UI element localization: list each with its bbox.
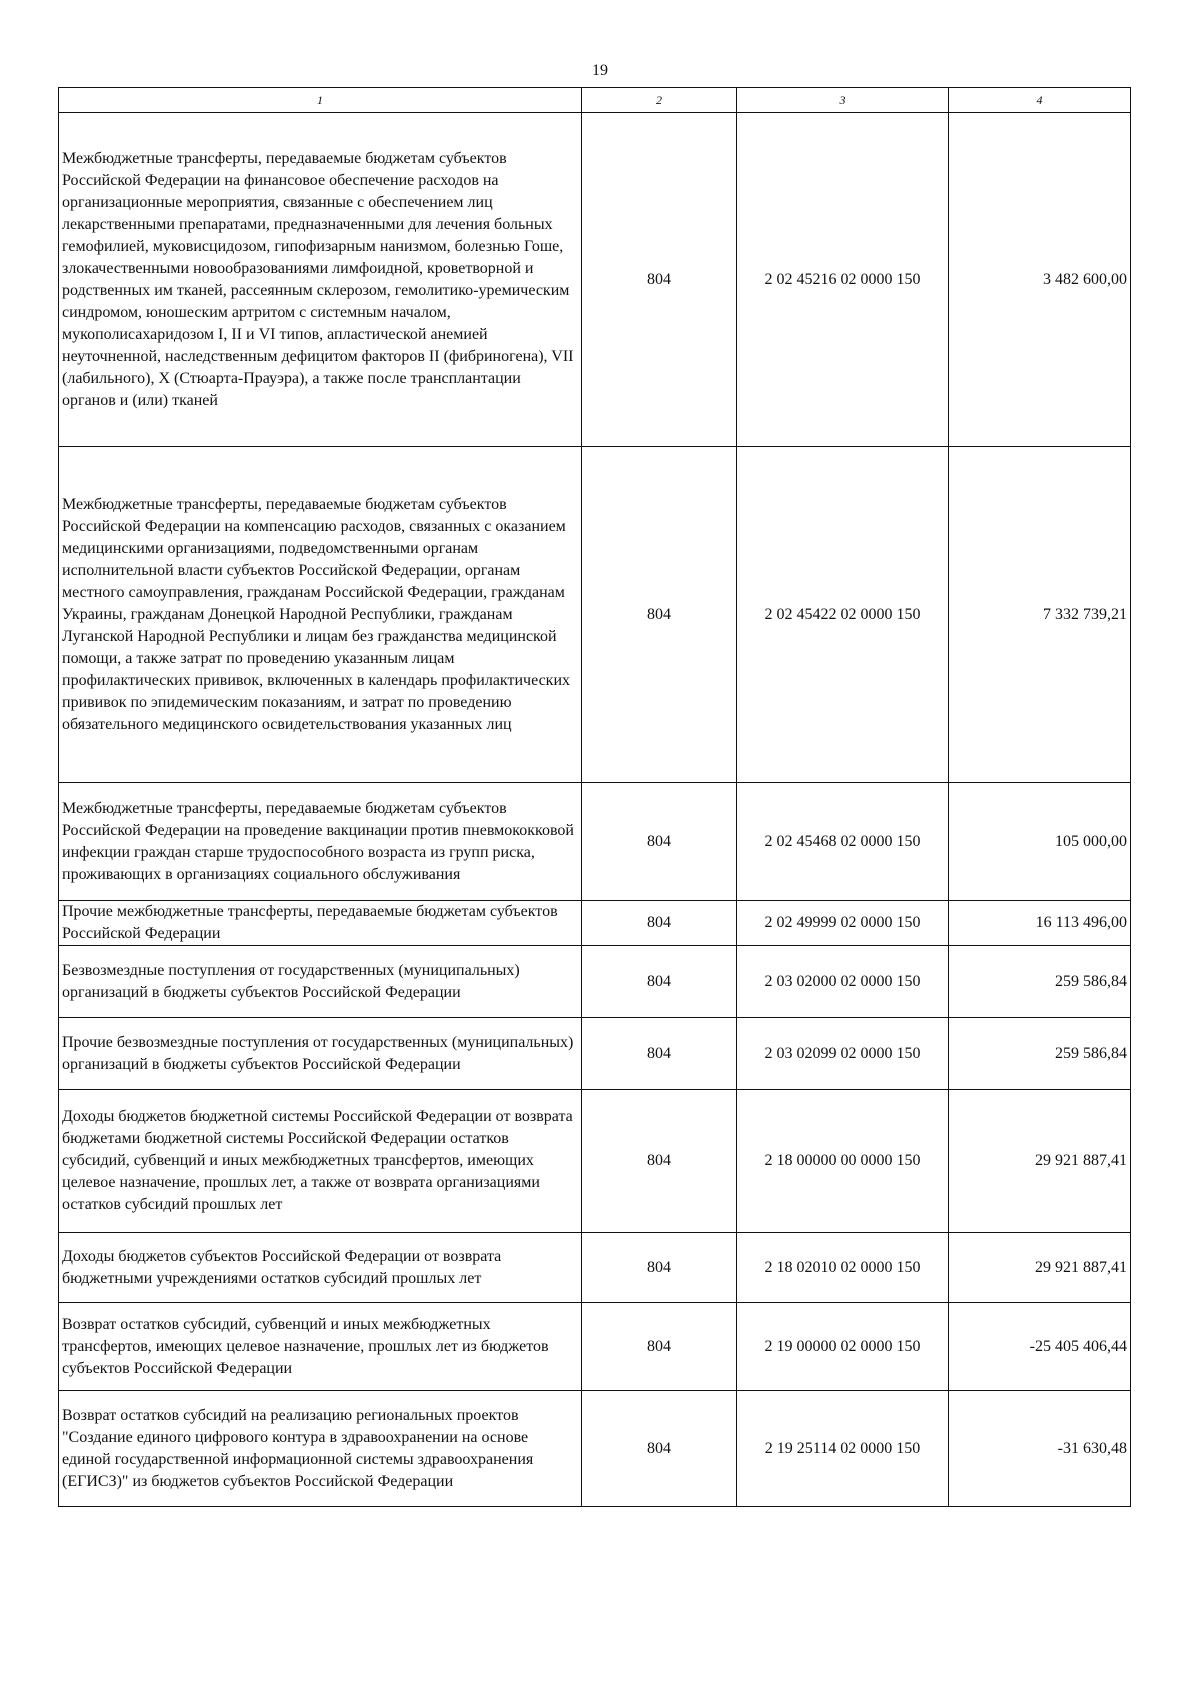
table-row xyxy=(59,113,1131,447)
row-sum: 259 586,84 xyxy=(949,1018,1131,1090)
row-sum: 16 113 496,00 xyxy=(949,901,1131,946)
row-name: Доходы бюджетов субъектов Российской Федерации от возврата бюджетными учреждениями остатков субсидий прошлых лет xyxy=(59,1233,582,1303)
row-admin: 804 xyxy=(582,113,737,447)
row-name: Возврат остатков субсидий на реализацию региональных проектов "Создание единого цифрового контура в здравоохранении на основе единой государственной информационной системы здравоохранения (ЕГИСЗ)" из бюджетов субъектов Российской Федерации xyxy=(59,1391,582,1507)
row-admin: 804 xyxy=(582,946,737,1018)
row-admin: 804 xyxy=(582,1391,737,1507)
row-name: Безвозмездные поступления от государственных (муниципальных) организаций в бюджеты субъектов Российской Федерации xyxy=(59,946,582,1018)
row-code: 2 03 02000 02 0000 150 xyxy=(737,946,949,1018)
page-number: 19 xyxy=(592,62,608,79)
row-sum: 105 000,00 xyxy=(949,783,1131,901)
budget-table xyxy=(58,87,1131,1507)
table-row xyxy=(59,447,1131,783)
row-name: Межбюджетные трансферты, передаваемые бюджетам субъектов Российской Федерации на компенсацию расходов, связанных с оказанием медицинскими организациями, подведомственными органам исполнительной власти субъектов Российской Федерации, органам местного самоуправления, гражданам Российской Федерации, гражданам Украины, гражданам Донецкой Народной Республики, гражданам Луганской Народной Республики и лицам без гражданства медицинской помощи, а также затрат по проведению указанным лицам профилактических прививок, включенных в календарь профилактических прививок по эпидемическим показаниям, и затрат по проведению обязательного медицинского освидетельствования указанных лиц xyxy=(59,447,582,783)
row-admin: 804 xyxy=(582,901,737,946)
header-row xyxy=(59,88,1131,113)
column-header-code: 3 xyxy=(737,88,949,113)
row-code: 2 18 02010 02 0000 150 xyxy=(737,1233,949,1303)
row-code: 2 03 02099 02 0000 150 xyxy=(737,1018,949,1090)
row-sum: 29 921 887,41 xyxy=(949,1090,1131,1233)
table-row xyxy=(59,901,1131,946)
row-name: Межбюджетные трансферты, передаваемые бюджетам субъектов Российской Федерации на проведение вакцинации против пневмококковой инфекции граждан старше трудоспособного возраста из групп риска, проживающих в организациях социального обслуживания xyxy=(59,783,582,901)
column-header-sum: 4 xyxy=(949,88,1131,113)
row-admin: 804 xyxy=(582,447,737,783)
table-row xyxy=(59,1090,1131,1233)
table-row xyxy=(59,783,1131,901)
row-sum: -25 405 406,44 xyxy=(949,1303,1131,1391)
table-row xyxy=(59,946,1131,1018)
column-header-name: 1 xyxy=(59,88,582,113)
row-sum: 259 586,84 xyxy=(949,946,1131,1018)
row-admin: 804 xyxy=(582,1303,737,1391)
row-sum: 29 921 887,41 xyxy=(949,1233,1131,1303)
row-admin: 804 xyxy=(582,1090,737,1233)
row-name: Прочие межбюджетные трансферты, передаваемые бюджетам субъектов Российской Федерации xyxy=(59,901,582,946)
column-header-admin: 2 xyxy=(582,88,737,113)
row-code: 2 02 45422 02 0000 150 xyxy=(737,447,949,783)
row-name: Прочие безвозмездные поступления от государственных (муниципальных) организаций в бюджеты субъектов Российской Федерации xyxy=(59,1018,582,1090)
row-code: 2 19 00000 02 0000 150 xyxy=(737,1303,949,1391)
row-code: 2 02 45216 02 0000 150 xyxy=(737,113,949,447)
row-code: 2 18 00000 00 0000 150 xyxy=(737,1090,949,1233)
row-admin: 804 xyxy=(582,1018,737,1090)
row-admin: 804 xyxy=(582,1233,737,1303)
row-sum: 3 482 600,00 xyxy=(949,113,1131,447)
row-code: 2 19 25114 02 0000 150 xyxy=(737,1391,949,1507)
row-sum: -31 630,48 xyxy=(949,1391,1131,1507)
table-row xyxy=(59,1018,1131,1090)
row-name: Возврат остатков субсидий, субвенций и иных межбюджетных трансфертов, имеющих целевое назначение, прошлых лет из бюджетов субъектов Российской Федерации xyxy=(59,1303,582,1391)
row-name: Доходы бюджетов бюджетной системы Российской Федерации от возврата бюджетами бюджетной системы Российской Федерации остатков субсидий, субвенций и иных межбюджетных трансфертов, имеющих целевое назначение, прошлых лет, а также от возврата организациями остатков субсидий прошлых лет xyxy=(59,1090,582,1233)
row-name: Межбюджетные трансферты, передаваемые бюджетам субъектов Российской Федерации на финансовое обеспечение расходов на организационные мероприятия, связанные с обеспечением лиц лекарственными препаратами, предназначенными для лечения больных гемофилией, муковисцидозом, гипофизарным нанизмом, болезнью Гоше, злокачественными новообразованиями лимфоидной, кроветворной и родственных им тканей, рассеянным склерозом, гемолитико-уремическим синдромом, юношеским артритом с системным началом, мукополисахаридозом I, II и VI типов, апластической анемией неуточненной, наследственным дефицитом факторов II (фибриногена), VII (лабильного), X (Стюарта-Прауэра), а также после трансплантации органов и (или) тканей xyxy=(59,113,582,447)
row-code: 2 02 45468 02 0000 150 xyxy=(737,783,949,901)
row-code: 2 02 49999 02 0000 150 xyxy=(737,901,949,946)
table-row xyxy=(59,1233,1131,1303)
table-row xyxy=(59,1391,1131,1507)
table-row xyxy=(59,1303,1131,1391)
row-sum: 7 332 739,21 xyxy=(949,447,1131,783)
row-admin: 804 xyxy=(582,783,737,901)
